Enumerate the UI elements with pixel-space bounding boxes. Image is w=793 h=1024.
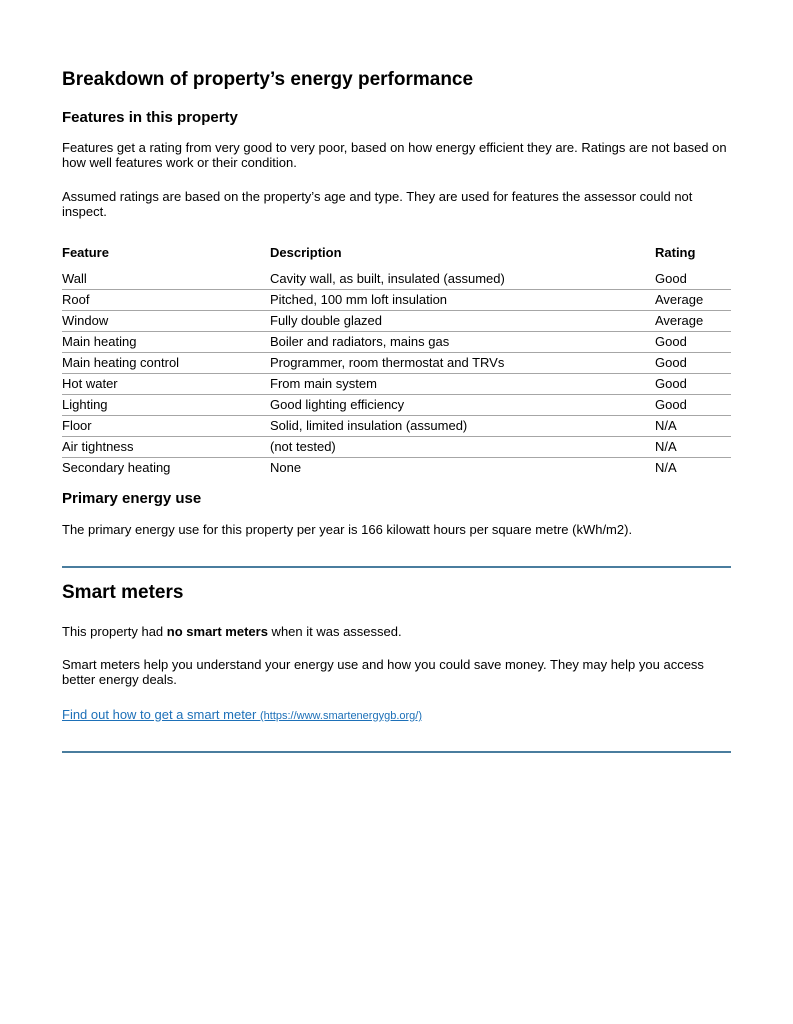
table-row bbox=[62, 311, 731, 332]
section-divider-bottom bbox=[62, 751, 731, 753]
cell-feature: Secondary heating bbox=[62, 458, 270, 479]
cell-rating: Good bbox=[655, 353, 731, 374]
cell-rating: Good bbox=[655, 271, 687, 286]
cell-rating: Good bbox=[655, 332, 731, 353]
cell-description: From main system bbox=[270, 374, 655, 395]
table-row bbox=[62, 374, 731, 395]
primary-energy-heading: Primary energy use bbox=[62, 490, 202, 507]
table-row bbox=[62, 395, 731, 416]
assessed-suffix: when it was assessed. bbox=[267, 624, 402, 639]
cell-description: Good lighting efficiency bbox=[270, 395, 655, 416]
cell-feature: Main heating bbox=[62, 332, 270, 353]
features-para-1: Features get a rating from very good to very poor, based on how energy efficient they are. Ratings are not based on how well features work or their condition. bbox=[62, 140, 727, 170]
cell-rating: Good bbox=[655, 374, 731, 395]
breakdown-heading: Breakdown of property’s energy performance bbox=[62, 69, 474, 90]
cell-feature: Air tightness bbox=[62, 437, 270, 458]
cell-description: Fully double glazed bbox=[270, 311, 655, 332]
cell-rating: N/A bbox=[655, 458, 731, 479]
cell-feature: Window bbox=[62, 311, 270, 332]
primary-energy-para: The primary energy use for this property per year is 166 kilowatt hours per square metre (kWh/m2). bbox=[62, 522, 633, 537]
cell-feature: Roof bbox=[62, 290, 270, 311]
column-header-feature: Feature bbox=[62, 245, 109, 260]
cell-description: Boiler and radiators, mains gas bbox=[270, 332, 655, 353]
header-row bbox=[62, 245, 731, 269]
cell-description: Solid, limited insulation (assumed) bbox=[270, 416, 655, 437]
table-row bbox=[62, 332, 731, 353]
assessed-prefix: This property had bbox=[62, 624, 167, 639]
table-row bbox=[62, 416, 731, 437]
cell-description: (not tested) bbox=[270, 437, 655, 458]
smart-meter-link-url: (https://www.smartenergygb.org/) bbox=[259, 710, 422, 722]
section-divider-top bbox=[62, 566, 731, 568]
cell-description: Programmer, room thermostat and TRVs bbox=[270, 353, 655, 374]
cell-rating: N/A bbox=[655, 416, 731, 437]
cell-rating: Average bbox=[655, 311, 731, 332]
assessed-bold: no smart meters bbox=[166, 624, 268, 639]
cell-rating: N/A bbox=[655, 437, 731, 458]
cell-feature: Wall bbox=[62, 271, 87, 286]
smart-meters-assessed-para bbox=[62, 624, 731, 639]
features-heading: Features in this property bbox=[62, 109, 238, 126]
cell-description: Pitched, 100 mm loft insulation bbox=[270, 290, 655, 311]
smart-meters-heading: Smart meters bbox=[62, 582, 184, 603]
table-row bbox=[62, 458, 731, 479]
cell-description: Cavity wall, as built, insulated (assumed) bbox=[270, 271, 505, 286]
features-table-header bbox=[62, 245, 731, 269]
table-row bbox=[62, 269, 731, 290]
cell-rating: Average bbox=[655, 290, 731, 311]
cell-description: None bbox=[270, 458, 655, 479]
smart-meters-info-para: Smart meters help you understand your energy use and how you could save money. They may help you access better energy deals. bbox=[62, 657, 704, 687]
table-row bbox=[62, 290, 731, 311]
smart-meter-link[interactable] bbox=[62, 707, 422, 722]
cell-feature: Hot water bbox=[62, 374, 270, 395]
column-header-rating: Rating bbox=[655, 245, 696, 260]
cell-feature: Floor bbox=[62, 416, 270, 437]
table-row bbox=[62, 353, 731, 374]
smart-meter-link-text: Find out how to get a smart meter bbox=[62, 707, 260, 722]
table-row bbox=[62, 437, 731, 458]
smart-meter-link-line bbox=[62, 707, 731, 724]
column-header-description: Description bbox=[270, 245, 342, 260]
cell-rating: Good bbox=[655, 395, 731, 416]
features-table-body bbox=[62, 269, 731, 478]
cell-feature: Main heating control bbox=[62, 353, 270, 374]
cell-feature: Lighting bbox=[62, 395, 270, 416]
features-table bbox=[62, 245, 731, 478]
features-para-2: Assumed ratings are based on the property’s age and type. They are used for features the assessor could not inspect. bbox=[62, 189, 693, 219]
